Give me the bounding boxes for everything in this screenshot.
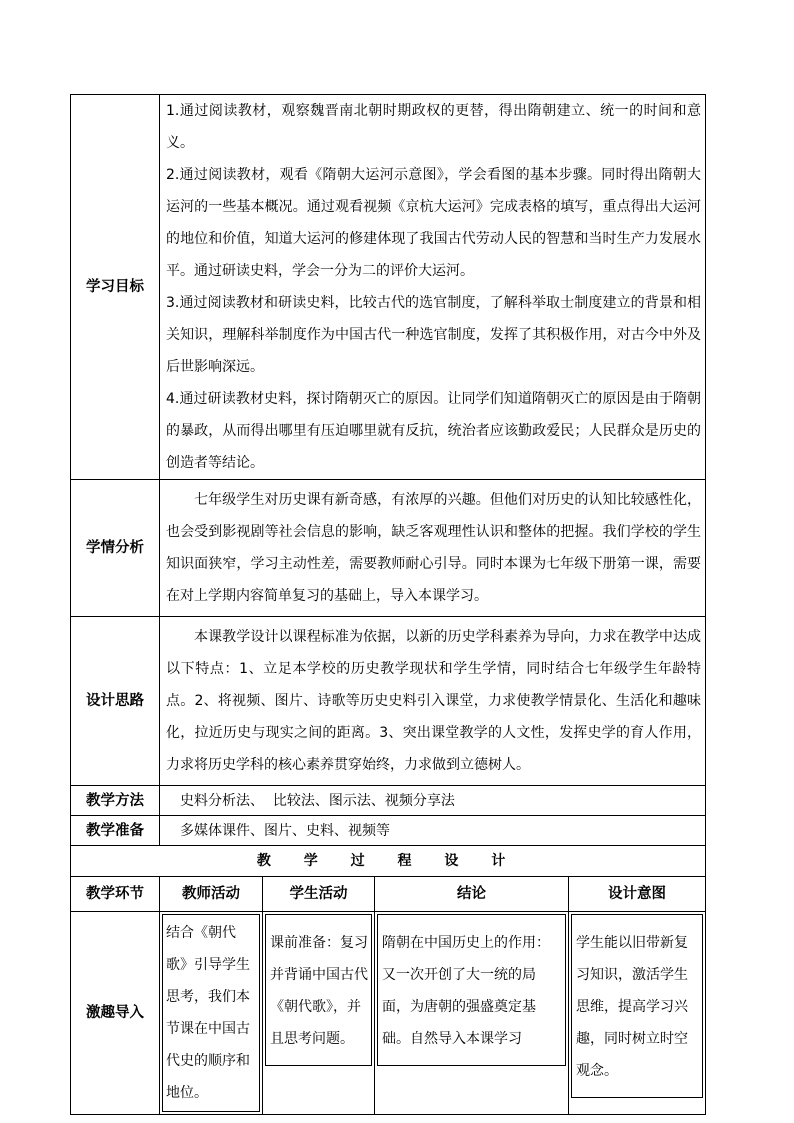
lesson-plan-table [70,94,706,1115]
teaching-methods-label: 教学方法 [71,786,160,816]
student-activity-cell [263,912,375,1115]
header-teacher-activity: 教师活动 [160,877,263,912]
design-idea-row [71,617,706,786]
stage-cell: 激趣导入 [71,912,160,1115]
goal-item: 2.通过阅读教材，观看《隋朝大运河示意图》，学会看图的基本步骤。同时得出隋朝大运河的一些基本概况。通过观看视频《京杭大运河》完成表格的填写，重点得出大运河的地位和价值，知道大运河的修建体现了我国古代劳动人民的智慧和当时生产力发展水平。通过研读史料，学会一分为二的评价大运河。 [166,167,702,279]
student-activity-text: 课前准备：复习并背诵中国古代《朝代歌》，并且思考问题。 [265,914,372,1066]
goal-item: 1.通过阅读教材，观察魏晋南北朝时期政权的更替，得出隋朝建立、统一的时间和意义。 [166,103,702,151]
learning-goals-label: 学习目标 [71,95,160,480]
process-row [71,912,706,1115]
process-title-row [71,846,706,877]
conclusion-text: 隋朝在中国历史上的作用：又一次开创了大一统的局面，为唐朝的强盛奠定基础。自然导入本课学习 [377,914,566,1066]
learner-analysis-row [71,480,706,617]
design-intent-text: 学生能以旧带新复习知识，激活学生思维，提高学习兴趣，同时树立时空观念。 [571,914,703,1098]
design-intent-cell [569,912,706,1115]
learner-analysis-content: 七年级学生对历史课有新奇感，有浓厚的兴趣。但他们对历史的认知比较感性化，也会受到影视剧等社会信息的影响，缺乏客观理性认识和整体的把握。我们学校的学生知识面狭窄，学习主动性差，需要教师耐心引导。同时本课为七年级下册第一课，需要在对上学期内容简单复习的基础上，导入本课学习。 [160,480,706,617]
header-conclusion: 结论 [375,877,569,912]
process-title: 教 学 过 程 设 计 [71,846,706,877]
teaching-prep-row [71,816,706,846]
design-idea-label: 设计思路 [71,617,160,786]
header-design-intent: 设计意图 [569,877,706,912]
learning-goals-content [160,95,706,480]
teaching-methods-content: 史料分析法、 比较法、图示法、视频分享法 [160,786,706,816]
teacher-activity-cell [160,912,263,1115]
teaching-prep-content: 多媒体课件、图片、史料、视频等 [160,816,706,846]
teaching-prep-label: 教学准备 [71,816,160,846]
process-header-row [71,877,706,912]
learner-analysis-label: 学情分析 [71,480,160,617]
header-student-activity: 学生活动 [263,877,375,912]
conclusion-cell [375,912,569,1115]
header-stage: 教学环节 [71,877,160,912]
design-idea-content: 本课教学设计以课程标准为依据，以新的历史学科素养为导向，力求在教学中达成以下特点：1、立足本学校的历史教学现状和学生学情，同时结合七年级学生年龄特点。2、将视频、图片、诗歌等历史史料引入课堂，力求使教学情景化、生活化和趣味化，拉近历史与现实之间的距离。3、突出课堂教学的人文性，发挥史学的育人作用，力求将历史学科的核心素养贯穿始终，力求做到立德树人。 [160,617,706,786]
goal-item: 3.通过阅读教材和研读史料，比较古代的选官制度，了解科举取士制度建立的背景和相关知识，理解科举制度作为中国古代一种选官制度，发挥了其积极作用，对古今中外及后世影响深远。 [166,295,702,375]
teacher-activity-text: 结合《朝代歌》引导学生思考，我们本节课在中国古代史的顺序和地位。 [162,914,260,1112]
teaching-methods-row [71,786,706,816]
goal-item: 4.通过研读教材史料，探讨隋朝灭亡的原因。让同学们知道隋朝灭亡的原因是由于隋朝的暴政，从而得出哪里有压迫哪里就有反抗，统治者应该勤政爱民；人民群众是历史的创造者等结论。 [166,391,702,471]
learning-goals-row [71,95,706,480]
